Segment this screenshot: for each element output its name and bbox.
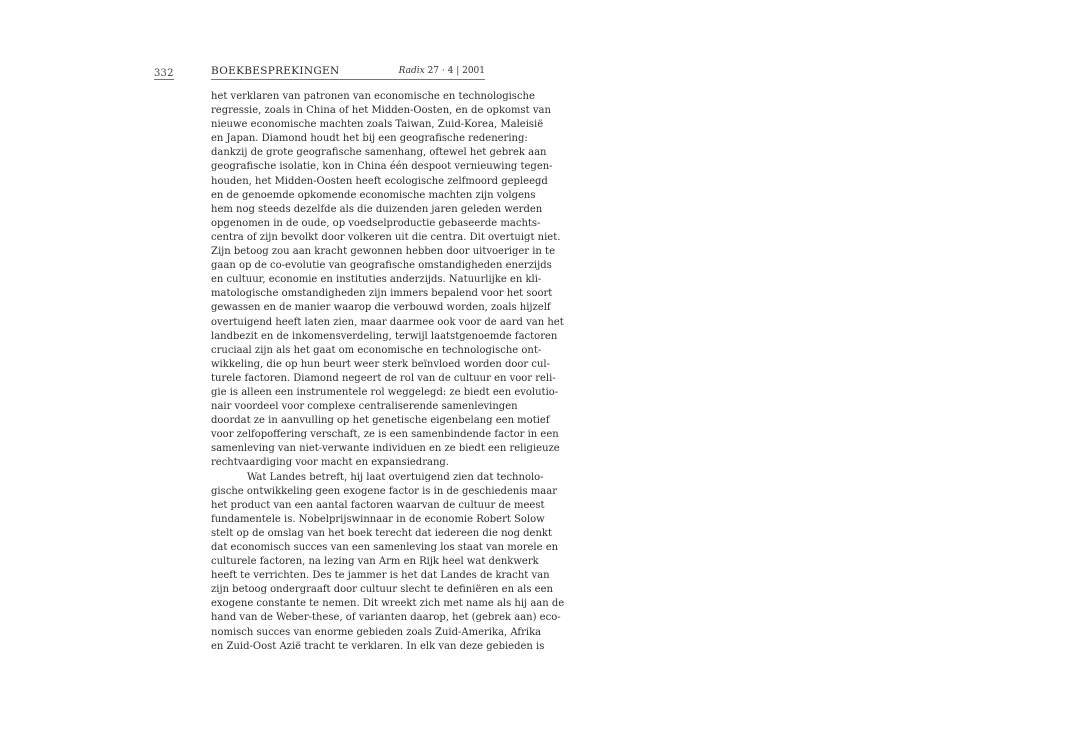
text-line: nieuwe economische machten zoals Taiwan, Zuid-Korea, Maleisië	[211, 119, 544, 131]
text-line: cruciaal zijn als het gaat om economische en technologische ont-	[211, 344, 542, 356]
text-line: het verklaren van patronen van economische en technologische	[211, 91, 535, 102]
journal-issue: 27 · 4 | 2001	[427, 66, 485, 76]
body-text	[211, 90, 565, 654]
text-line: hem nog steeds dezelfde als die duizenden jaren geleden werden	[211, 203, 543, 215]
text-line: opgenomen in de oude, op voedselproductie gebaseerde machts-	[211, 217, 541, 229]
text-line: voor zelfopoffering verschaft, ze is een samenbindende factor in een	[211, 429, 559, 441]
text-line: dat economisch succes van een samenleving los staat van morele en	[211, 542, 559, 553]
text-line: en Zuid-Oost Azië tracht te verklaren. In elk van deze gebieden is	[211, 640, 545, 652]
text-line: hand van de Weber-these, of varianten daarop, het (gebrek aan) eco-	[211, 612, 561, 624]
text-line: gewassen en de manier waarop die verbouwd worden, zoals hijzelf	[211, 302, 551, 314]
text-line: gie is alleen een instrumentele rol weggelegd: ze biedt een evolutio-	[211, 386, 559, 398]
section-title: BOEKBESPREKINGEN	[211, 65, 340, 77]
text-line: en Japan. Diamond houdt het bij een geografische redenering:	[211, 133, 528, 145]
text-line: samenleving van niet-verwante individuen en ze biedt een religieuze	[211, 443, 560, 455]
text-line: matologische omstandigheden zijn immers bepalend voor het soort	[211, 288, 553, 300]
text-line: wikkeling, die op hun beurt weer sterk beïnvloed worden door cul-	[211, 358, 551, 370]
text-line: Wat Landes betreft, hij laat overtuigend zien dat technolo-	[247, 471, 544, 483]
text-line: nair voordeel voor complexe centraliserende samenlevingen	[211, 401, 518, 413]
paragraph	[211, 90, 564, 471]
text-line: landbezit en de inkomensverdeling, terwijl laatstgenoemde factoren	[211, 330, 558, 342]
text-line: heeft te verrichten. Des te jammer is het dat Landes de kracht van	[211, 570, 550, 582]
text-line: exogene constante te nemen. Dit wreekt zich met name als hij aan de	[211, 598, 565, 610]
margin-rule	[154, 79, 174, 80]
paragraph	[211, 471, 565, 654]
text-line: en cultuur, economie en instituties anderzijds. Natuurlijke en kli-	[211, 274, 542, 286]
text-line: gaan op de co-evolutie van geografische omstandigheden enerzijds	[211, 260, 552, 272]
text-line: zijn betoog ondergraaft door cultuur slecht te definiëren en als een	[211, 584, 553, 596]
text-line: centra of zijn bevolkt door volkeren uit die centra. Dit overtuigt niet.	[211, 231, 561, 243]
running-header	[211, 65, 485, 80]
text-line: stelt op de omslag van het boek terecht dat iedereen die nog denkt	[211, 527, 552, 539]
text-line: rechtvaardiging voor macht en expansiedrang.	[211, 457, 449, 469]
text-line: doordat ze in aanvulling op het genetische eigenbelang een motief	[211, 415, 550, 427]
text-line: regressie, zoals in China of het Midden-Oosten, en de opkomst van	[211, 105, 551, 117]
page-number: 332	[154, 68, 174, 79]
text-line: houden, het Midden-Oosten heeft ecologische zelfmoord gepleegd	[211, 175, 548, 187]
text-line: nomisch succes van enorme gebieden zoals Zuid-Amerika, Afrika	[211, 626, 542, 638]
journal-name: Radix	[398, 66, 425, 76]
text-line: geografische isolatie, kon in China één despoot vernieuwing tegen-	[211, 161, 553, 173]
text-line: fundamentele is. Nobelprijswinnaar in de economie Robert Solow	[211, 513, 545, 525]
text-line: turele factoren. Diamond negeert de rol van de cultuur en voor reli-	[211, 372, 556, 384]
journal-info	[399, 66, 485, 76]
text-line: overtuigend heeft laten zien, maar daarmee ook voor de aard van het	[211, 316, 564, 328]
text-line: en de genoemde opkomende economische machten zijn volgens	[211, 189, 536, 201]
text-line: het product van een aantal factoren waarvan de cultuur de meest	[211, 499, 545, 511]
text-line: culturele factoren, na lezing van Arm en Rijk heel wat denkwerk	[211, 556, 539, 568]
text-line: dankzij de grote geografische samenhang, oftewel het gebrek aan	[211, 147, 547, 159]
text-line: Zijn betoog zou aan kracht gewonnen hebben door uitvoeriger in te	[211, 246, 555, 258]
text-line: gische ontwikkeling geen exogene factor is in de geschiedenis maar	[211, 485, 558, 497]
